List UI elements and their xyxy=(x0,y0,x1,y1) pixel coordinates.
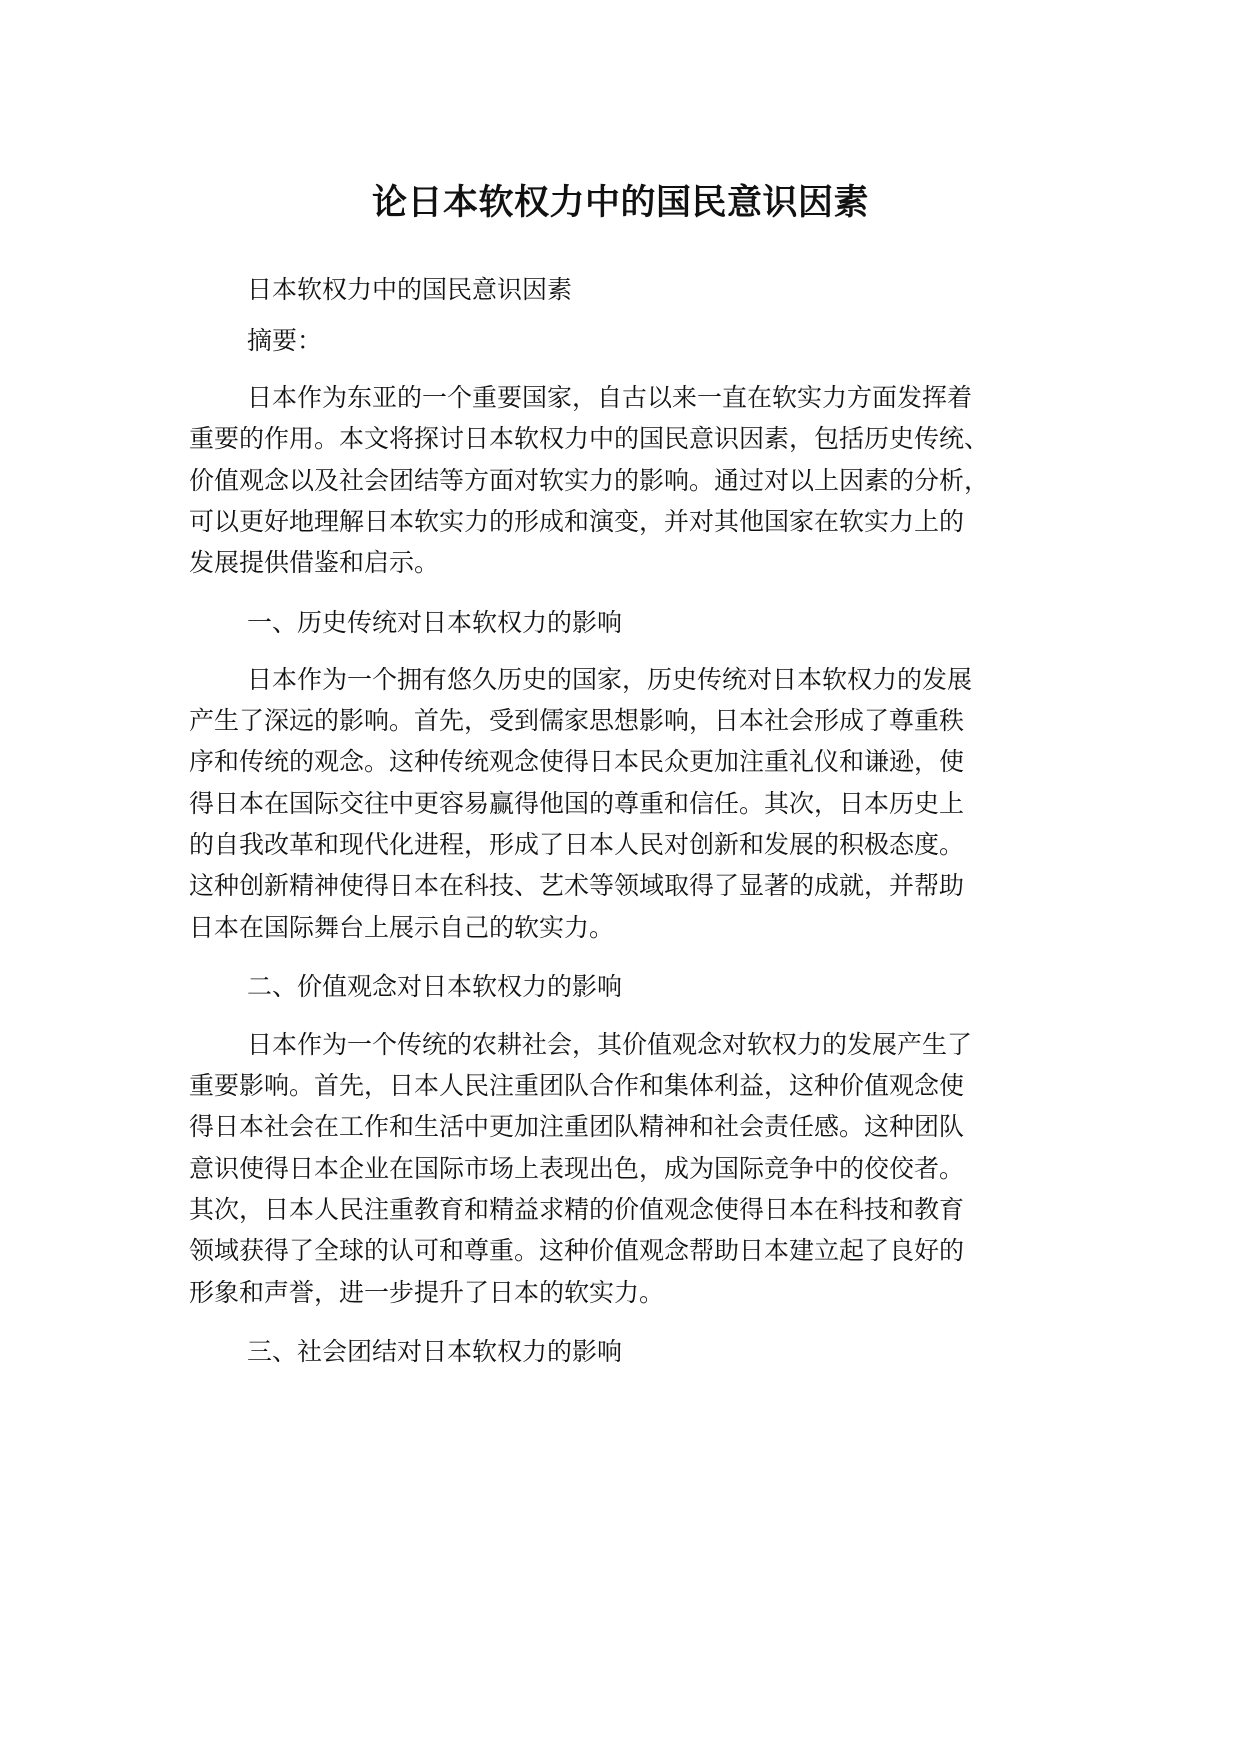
abstract-label: 摘要： xyxy=(247,326,323,355)
section2-line: 意识使得日本企业在国际市场上表现出色，成为国际竞争中的佼佼者。 xyxy=(189,1154,965,1183)
section1-line: 产生了深远的影响。首先，受到儒家思想影响，日本社会形成了尊重秩 xyxy=(189,706,965,735)
section2-line: 日本作为一个传统的农耕社会，其价值观念对软权力的发展产生了 xyxy=(247,1030,973,1059)
section1-line: 日本作为一个拥有悠久历史的国家，历史传统对日本软权力的发展 xyxy=(247,665,973,694)
document-title: 论日本软权力中的国民意识因素 xyxy=(371,183,869,223)
abstract-line: 重要的作用。本文将探讨日本软权力中的国民意识因素，包括历史传统、 xyxy=(189,424,990,453)
abstract-line: 价值观念以及社会团结等方面对软实力的影响。通过对以上因素的分析， xyxy=(189,466,990,495)
subtitle: 日本软权力中的国民意识因素 xyxy=(247,275,573,304)
abstract-line: 可以更好地理解日本软实力的形成和演变，并对其他国家在软实力上的 xyxy=(189,507,965,536)
section1-line: 的自我改革和现代化进程，形成了日本人民对创新和发展的积极态度。 xyxy=(189,830,965,859)
section2-line: 其次，日本人民注重教育和精益求精的价值观念使得日本在科技和教育 xyxy=(189,1195,965,1224)
section2-line: 领域获得了全球的认可和尊重。这种价值观念帮助日本建立起了良好的 xyxy=(189,1236,965,1265)
section-heading-2: 二、价值观念对日本软权力的影响 xyxy=(247,972,623,1001)
section-heading-3: 三、社会团结对日本软权力的影响 xyxy=(247,1337,623,1366)
section2-line: 重要影响。首先，日本人民注重团队合作和集体利益，这种价值观念使 xyxy=(189,1071,965,1100)
section-heading-1: 一、历史传统对日本软权力的影响 xyxy=(247,608,623,637)
abstract-line: 发展提供借鉴和启示。 xyxy=(189,548,440,577)
section1-line: 得日本在国际交往中更容易赢得他国的尊重和信任。其次，日本历史上 xyxy=(189,789,965,818)
section1-line: 这种创新精神使得日本在科技、艺术等领域取得了显著的成就，并帮助 xyxy=(189,871,965,900)
section1-line: 序和传统的观念。这种传统观念使得日本民众更加注重礼仪和谦逊，使 xyxy=(189,747,965,776)
section2-line: 得日本社会在工作和生活中更加注重团队精神和社会责任感。这种团队 xyxy=(189,1112,965,1141)
section1-line: 日本在国际舞台上展示自己的软实力。 xyxy=(189,913,615,942)
section2-line: 形象和声誉，进一步提升了日本的软实力。 xyxy=(189,1278,665,1307)
abstract-line: 日本作为东亚的一个重要国家，自古以来一直在软实力方面发挥着 xyxy=(247,383,973,412)
